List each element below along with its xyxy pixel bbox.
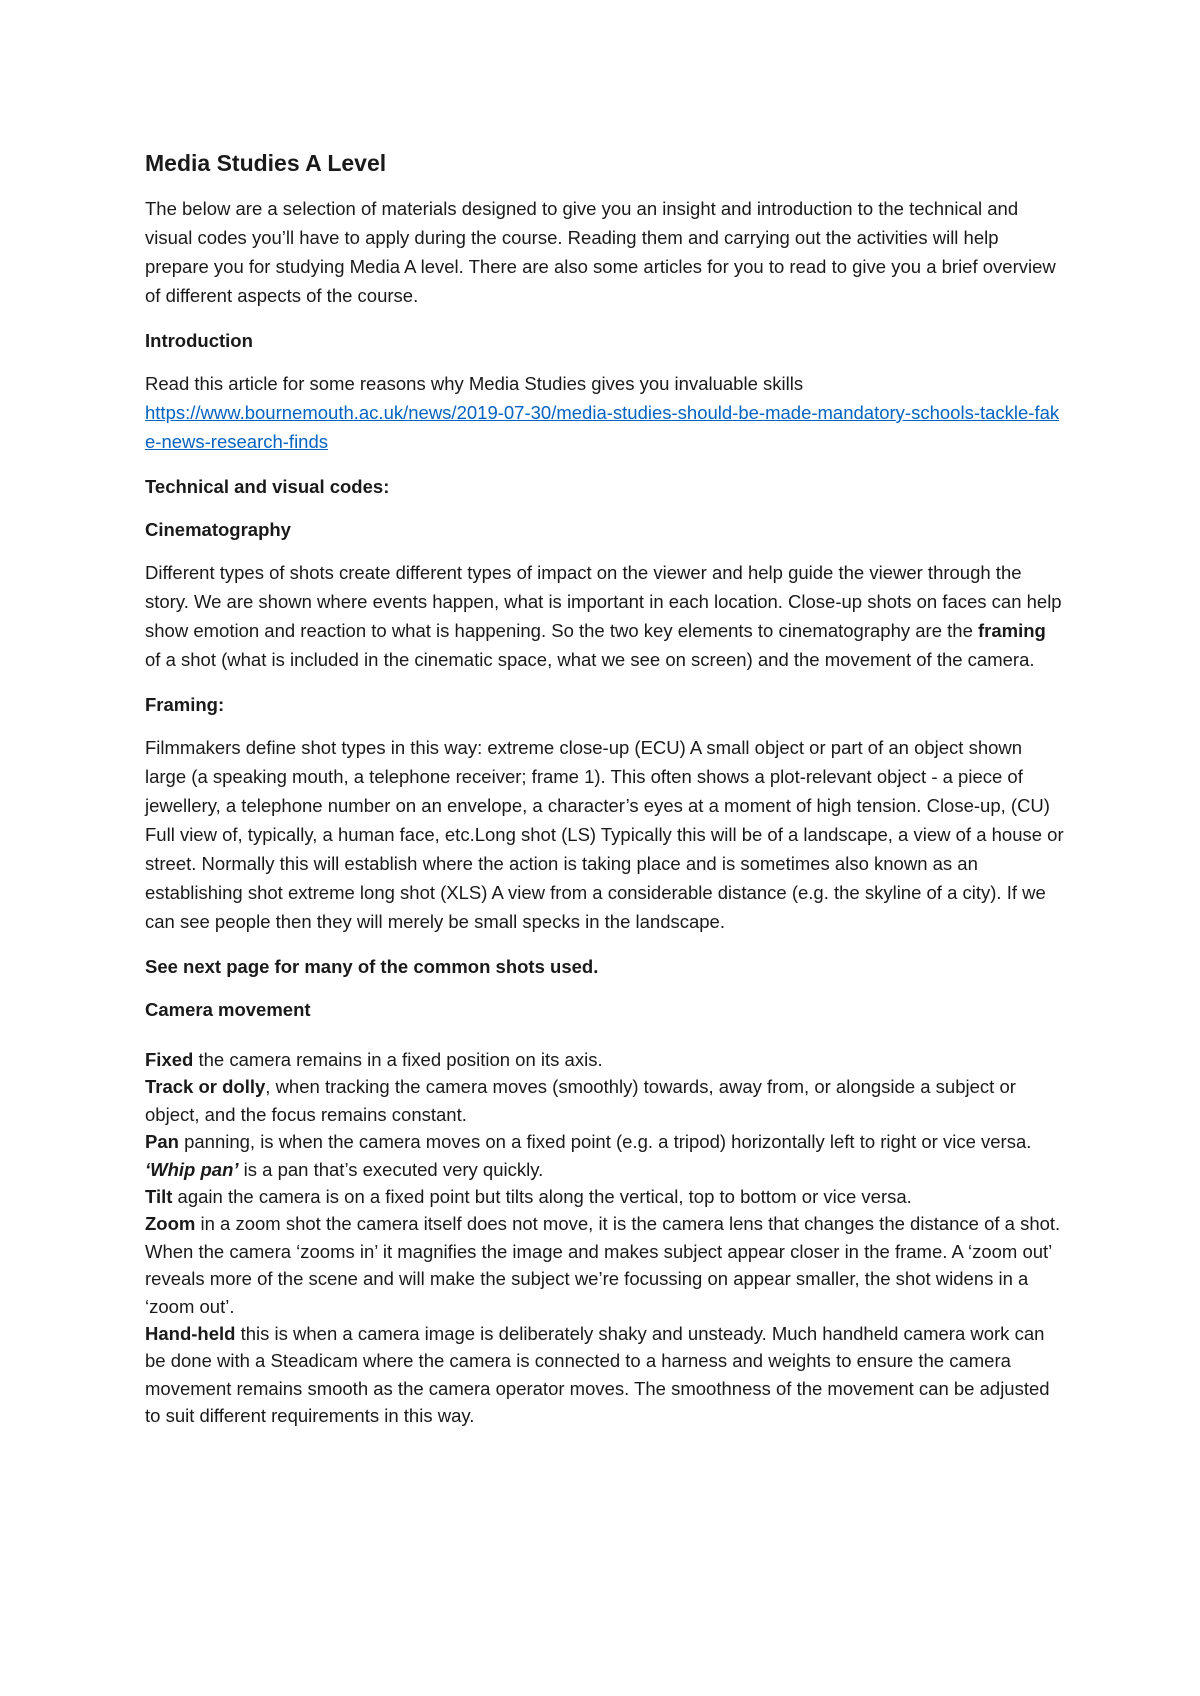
movement-term: Track or dolly <box>145 1076 266 1098</box>
camera-movement-list <box>145 1046 1065 1430</box>
movement-term: Pan <box>145 1131 179 1153</box>
intro-paragraph: The below are a selection of materials designed to give you an insight and introduction to the technical and visual codes you’ll have to apply during the course. Reading them and carrying out the activities will help prepare you for studying Media A level. There are also some articles for you to read to give you a brief overview of different aspects of the course. <box>145 198 1056 306</box>
movement-description: the camera remains in a fixed position on its axis. <box>193 1049 603 1070</box>
movement-description: panning, is when the camera moves on a fixed point (e.g. a tripod) horizontally left to right or vice versa. <box>178 1131 1032 1153</box>
cinematography-heading: Cinematography <box>145 519 291 540</box>
framing-bold-term: framing <box>978 620 1046 641</box>
introduction-paragraph <box>145 369 1065 456</box>
movement-term: Fixed <box>145 1049 194 1070</box>
camera-movement-heading: Camera movement <box>145 999 311 1020</box>
movement-term: Hand-held <box>145 1323 236 1345</box>
cinematography-text-2: of a shot (what is included in the cinematic space, what we see on screen) and the movement of the camera. <box>145 649 1035 670</box>
movement-handheld <box>145 1320 1065 1430</box>
movement-pan <box>145 1128 1065 1183</box>
introduction-text: Read this article for some reasons why Media Studies gives you invaluable skills <box>145 373 804 394</box>
see-next-page-note: See next page for many of the common shots used. <box>145 956 599 977</box>
framing-paragraph: Filmmakers define shot types in this way: extreme close-up (ECU) A small object or part of an object shown large (a speaking mouth, a telephone receiver; frame 1). This often shows a plot-relevant object - a piece of jewellery, a telephone number on an envelope, a character’s eyes at a moment of high tension. Close-up, (CU) Full view of, typically, a human face, etc.Long shot (LS) Typically this will be of a landscape, a view of a house or street. Normally this will establish where the action is taking place and is sometimes also known as an establishing shot extreme long shot (XLS) A view from a considerable distance (e.g. the skyline of a city). If we can see people then they will merely be small specks in the landscape. <box>145 737 1064 932</box>
movement-zoom <box>145 1210 1065 1320</box>
movement-description: , when tracking the camera moves (smoothly) towards, away from, or alongside a subject or object, and the focus remains constant. <box>145 1076 1016 1125</box>
movement-term: Tilt <box>145 1186 173 1208</box>
movement-description: in a zoom shot the camera itself does not move, it is the camera lens that changes the distance of a shot. When the camera ‘zooms in’ it magnifies the image and makes subject appear closer in the frame. A ‘zoom out’ reveals more of the scene and will make the subject we’re focussing on appear smaller, the shot widens in a ‘zoom out’. <box>145 1213 1061 1317</box>
movement-fixed <box>145 1046 1065 1073</box>
introduction-heading: Introduction <box>145 330 253 351</box>
cinematography-paragraph <box>145 558 1065 674</box>
movement-track <box>145 1073 1065 1128</box>
movement-description-end: is a pan that’s executed very quickly. <box>238 1158 544 1180</box>
page-title: Media Studies A Level <box>145 150 387 176</box>
codes-heading: Technical and visual codes: <box>145 476 390 497</box>
movement-term: Zoom <box>145 1213 196 1235</box>
cinematography-text-1: Different types of shots create different types of impact on the viewer and help guide the viewer through the story. We are shown where events happen, what is important in each location. Close-up shots on faces can help show emotion and reaction to what is happening. So the two key elements to cinematography are the <box>145 562 1062 641</box>
movement-description: this is when a camera image is deliberately shaky and unsteady. Much handheld camera work can be done with a Steadicam where the camera is connected to a harness and weights to ensure the camera movement remains smooth as the camera operator moves. The smoothness of the movement can be adjusted to suit different requirements in this way. <box>145 1323 1050 1427</box>
document-body <box>145 148 1065 1430</box>
movement-description: again the camera is on a fixed point but tilts along the vertical, top to bottom or vice versa. <box>172 1186 912 1208</box>
article-link[interactable]: https://www.bournemouth.ac.uk/news/2019-07-30/media-studies-should-be-made-mandatory-schools-tackle-fake-news-research-finds <box>145 402 1060 452</box>
whip-pan-term: ‘Whip pan’ <box>145 1158 239 1180</box>
movement-tilt <box>145 1183 1065 1210</box>
framing-heading: Framing: <box>145 694 225 715</box>
